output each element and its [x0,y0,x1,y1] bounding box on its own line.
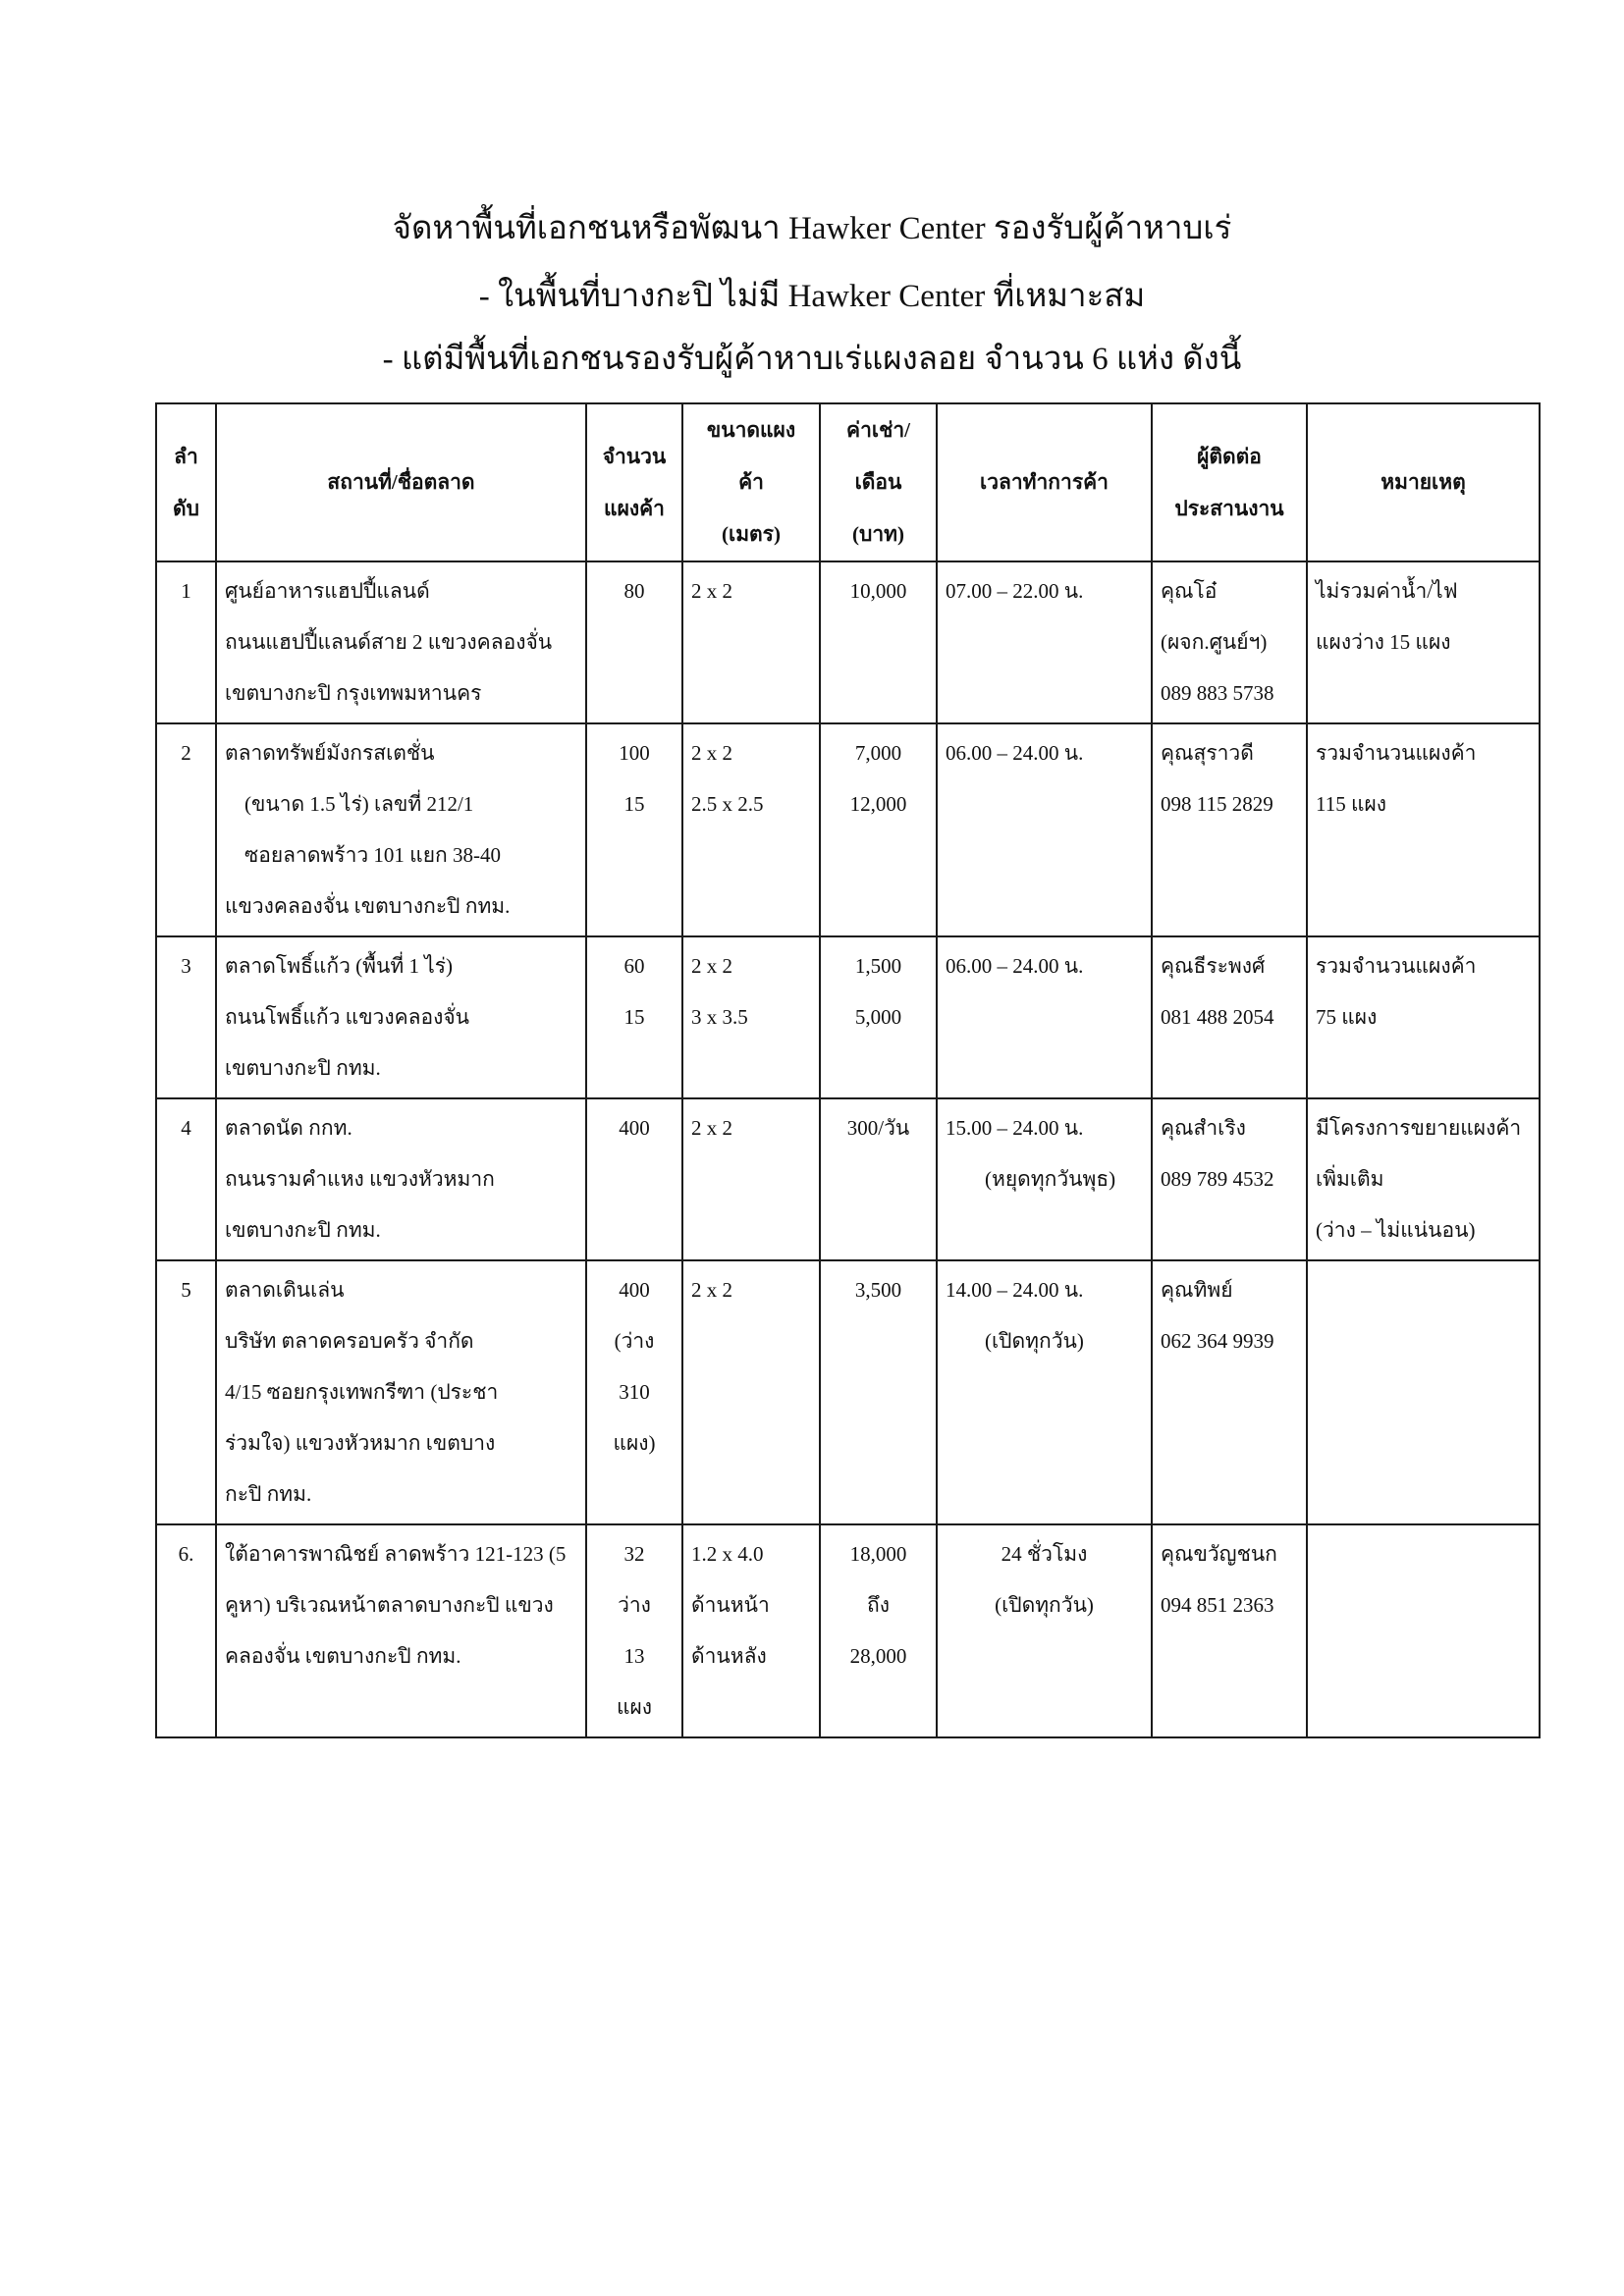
cell-line: 3 [181,954,191,978]
cell-line: ตลาดทรัพย์มังกรสเตชั่น [225,741,435,765]
cell-line: 32 [623,1542,645,1566]
cell-line: ถึง [867,1593,890,1617]
header-contact-line: ผู้ติดต่อ [1197,444,1262,468]
cell-size [682,723,820,936]
cell-line: 2 x 2 [691,1116,732,1140]
cell-line: (ขนาด 1.5 ไร่) เลขที่ 212/1 [244,792,474,816]
table-row [156,1260,1540,1524]
cell-contact [1152,561,1307,723]
cell-line: 5,000 [854,1005,902,1029]
cell-line: 089 789 4532 [1161,1167,1274,1191]
cell-name [216,1524,586,1737]
cell-rent [820,1098,937,1260]
cell-contact [1152,1260,1307,1524]
cell-line: (หยุดทุกวันพุธ) [985,1167,1116,1191]
cell-name [216,723,586,936]
cell-line: 1 [181,579,191,603]
header-row [156,403,1540,561]
cell-no [156,1098,216,1260]
header-remark-line: หมายเหตุ [1380,470,1466,494]
cell-line: 300/วัน [846,1116,910,1140]
cell-line: 5 [181,1278,191,1302]
header-size-line: (เมตร) [722,522,781,546]
market-table [155,402,1541,1738]
cell-line: ถนนรามคำแหง แขวงหัวหมาก [225,1167,495,1191]
cell-contact [1152,723,1307,936]
cell-line: 2 [181,741,191,765]
cell-line: 14.00 – 24.00 น. [946,1278,1084,1302]
cell-line: 2 x 2 [691,954,732,978]
cell-no [156,1524,216,1737]
cell-line: ร่วมใจ) แขวงหัวหมาก เขตบาง [225,1431,496,1455]
cell-no [156,561,216,723]
cell-line: 24 ชั่วโมง [1001,1542,1088,1566]
cell-time [937,1260,1152,1524]
cell-rent [820,936,937,1098]
cell-line: 28,000 [849,1644,907,1668]
cell-line: 18,000 [849,1542,907,1566]
cell-line: 13 [623,1644,645,1668]
cell-line: 1,500 [854,954,902,978]
cell-line: 062 364 9939 [1161,1329,1274,1353]
title-line-2: - ในพื้นที่บางกะปิ ไม่มี Hawker Center ที่เหมาะสม [478,279,1146,314]
cell-line: 081 488 2054 [1161,1005,1274,1029]
cell-line: 098 115 2829 [1161,792,1273,816]
cell-remark [1307,936,1540,1098]
cell-line: มีโครงการขยายแผงค้า [1316,1116,1522,1140]
cell-count [586,936,682,1098]
cell-line: ไม่รวมค่าน้ำ/ไฟ [1316,579,1458,603]
cell-remark [1307,723,1540,936]
cell-line: คุณสำเริง [1161,1116,1246,1140]
cell-line: 3 x 3.5 [691,1005,748,1029]
header-rent-line: ค่าเช่า/ [846,418,910,442]
table-row [156,1524,1540,1737]
cell-time [937,1524,1152,1737]
cell-line: รวมจำนวนแผงค้า [1316,954,1477,978]
cell-name [216,1260,586,1524]
cell-line: 3,500 [854,1278,902,1302]
cell-line: (ผจก.ศูนย์ฯ) [1161,630,1268,654]
cell-line: 2 x 2 [691,741,732,765]
cell-no [156,936,216,1098]
cell-line: 06.00 – 24.00 น. [946,741,1084,765]
cell-time [937,561,1152,723]
cell-count [586,1098,682,1260]
cell-line: (เปิดทุกวัน) [985,1329,1084,1353]
cell-size [682,1260,820,1524]
cell-rent [820,1524,937,1737]
cell-line: ด้านหลัง [691,1644,767,1668]
cell-remark [1307,1260,1540,1524]
cell-contact [1152,1098,1307,1260]
cell-line: เพิ่มเติม [1316,1167,1384,1191]
cell-line: เขตบางกะปิ กทม. [225,1218,381,1242]
cell-line: 60 [623,954,645,978]
cell-size [682,936,820,1098]
cell-line: ตลาดโพธิ์แก้ว (พื้นที่ 1 ไร่) [225,954,454,978]
cell-remark [1307,1524,1540,1737]
table-row [156,936,1540,1098]
cell-line: 12,000 [849,792,907,816]
cell-name [216,561,586,723]
cell-line: 2.5 x 2.5 [691,792,764,816]
cell-line: 2 x 2 [691,1278,732,1302]
cell-remark [1307,561,1540,723]
cell-line: รวมจำนวนแผงค้า [1316,741,1477,765]
cell-line: 15 [623,1005,645,1029]
cell-time [937,723,1152,936]
cell-line: คูหา) บริเวณหน้าตลาดบางกะปิ แขวง [225,1593,554,1617]
cell-rent [820,561,937,723]
header-count-line: จำนวน [602,444,667,468]
cell-line: คุณขวัญชนก [1161,1542,1277,1566]
title-line-3: - แต่มีพื้นที่เอกชนรองรับผู้ค้าหาบเร่แผงลอย จำนวน 6 แห่ง ดังนี้ [382,342,1242,377]
cell-line: 4/15 ซอยกรุงเทพกรีฑา (ประชา [225,1380,499,1404]
cell-count [586,561,682,723]
cell-line: บริษัท ตลาดครอบครัว จำกัด [225,1329,474,1353]
header-name-line: สถานที่/ชื่อตลาด [327,470,475,494]
cell-line: ใต้อาคารพาณิชย์ ลาดพร้าว 121-123 (5 [225,1542,567,1566]
cell-line: คุณสุราวดี [1161,741,1254,765]
cell-line: 6. [178,1542,194,1566]
cell-line: ถนนโพธิ์แก้ว แขวงคลองจั่น [225,1005,470,1029]
cell-time [937,1098,1152,1260]
cell-line: (เปิดทุกวัน) [995,1593,1094,1617]
header-size [682,403,820,561]
cell-line: คลองจั่น เขตบางกะปิ กทม. [225,1644,461,1668]
cell-line: 15.00 – 24.00 น. [946,1116,1084,1140]
cell-line: 80 [623,579,645,603]
header-contact [1152,403,1307,561]
cell-size [682,1524,820,1737]
cell-line: 310 [619,1380,650,1404]
header-no [156,403,216,561]
header-rent-line: (บาท) [852,522,904,546]
cell-line: เขตบางกะปิ กรุงเทพมหานคร [225,681,482,705]
cell-line: เขตบางกะปิ กทม. [225,1056,381,1080]
header-time-line: เวลาทำการค้า [980,470,1109,494]
cell-line: แผงว่าง 15 แผง [1316,630,1451,654]
header-time [937,403,1152,561]
cell-line: แผง [616,1695,653,1719]
header-no-line: ดับ [173,496,199,520]
cell-line: 7,000 [854,741,902,765]
header-remark [1307,403,1540,561]
cell-line: 75 แผง [1316,1005,1378,1029]
cell-line: คุณธีระพงศ์ [1161,954,1266,978]
title-line-1: จัดหาพื้นที่เอกชนหรือพัฒนา Hawker Center รองรับผู้ค้าหาบเร่ [392,211,1232,246]
cell-count [586,723,682,936]
cell-line: 1.2 x 4.0 [691,1542,764,1566]
cell-line: (ว่าง – ไม่แน่นอน) [1316,1218,1476,1242]
cell-line: 400 [619,1116,650,1140]
cell-line: กะปิ กทม. [225,1482,312,1506]
cell-line: ด้านหน้า [691,1593,770,1617]
header-count-line: แผงค้า [604,496,665,520]
cell-count [586,1524,682,1737]
table-row [156,1098,1540,1260]
cell-line: ตลาดเดินเล่น [225,1278,345,1302]
cell-line: 15 [623,792,645,816]
cell-no [156,723,216,936]
cell-line: คุณโอ๋ [1161,579,1218,603]
cell-name [216,1098,586,1260]
cell-line: 06.00 – 24.00 น. [946,954,1084,978]
cell-no [156,1260,216,1524]
cell-line: แขวงคลองจั่น เขตบางกะปิ กทม. [225,894,511,918]
header-rent [820,403,937,561]
cell-line: 094 851 2363 [1161,1593,1274,1617]
cell-rent [820,723,937,936]
cell-line: ซอยลาดพร้าว 101 แยก 38-40 [244,843,501,867]
cell-line: คุณทิพย์ [1161,1278,1233,1302]
cell-count [586,1260,682,1524]
header-size-line: ค้า [738,470,764,494]
cell-size [682,561,820,723]
header-name [216,403,586,561]
cell-remark [1307,1098,1540,1260]
cell-line: 07.00 – 22.00 น. [946,579,1084,603]
cell-contact [1152,1524,1307,1737]
cell-line: 089 883 5738 [1161,681,1274,705]
cell-line: ถนนแฮปปี้แลนด์สาย 2 แขวงคลองจั่น [225,630,553,654]
cell-line: (ว่าง [614,1329,655,1353]
cell-line: 2 x 2 [691,579,732,603]
cell-line: ตลาดนัด กกท. [225,1116,352,1140]
cell-line: 100 [619,741,650,765]
header-size-line: ขนาดแผง [706,418,796,442]
cell-line: แผง) [613,1431,656,1455]
cell-line: ศูนย์อาหารแฮปปี้แลนด์ [225,579,430,603]
cell-line: 4 [181,1116,191,1140]
header-no-line: ลำ [174,444,198,468]
cell-line: ว่าง [618,1593,651,1617]
table-row [156,561,1540,723]
cell-line: 115 แผง [1316,792,1387,816]
cell-line: 400 [619,1278,650,1302]
cell-size [682,1098,820,1260]
cell-line: 10,000 [849,579,907,603]
header-contact-line: ประสานงาน [1174,496,1284,520]
cell-name [216,936,586,1098]
cell-time [937,936,1152,1098]
table-row [156,723,1540,936]
header-rent-line: เดือน [854,470,902,494]
header-count [586,403,682,561]
cell-contact [1152,936,1307,1098]
cell-rent [820,1260,937,1524]
